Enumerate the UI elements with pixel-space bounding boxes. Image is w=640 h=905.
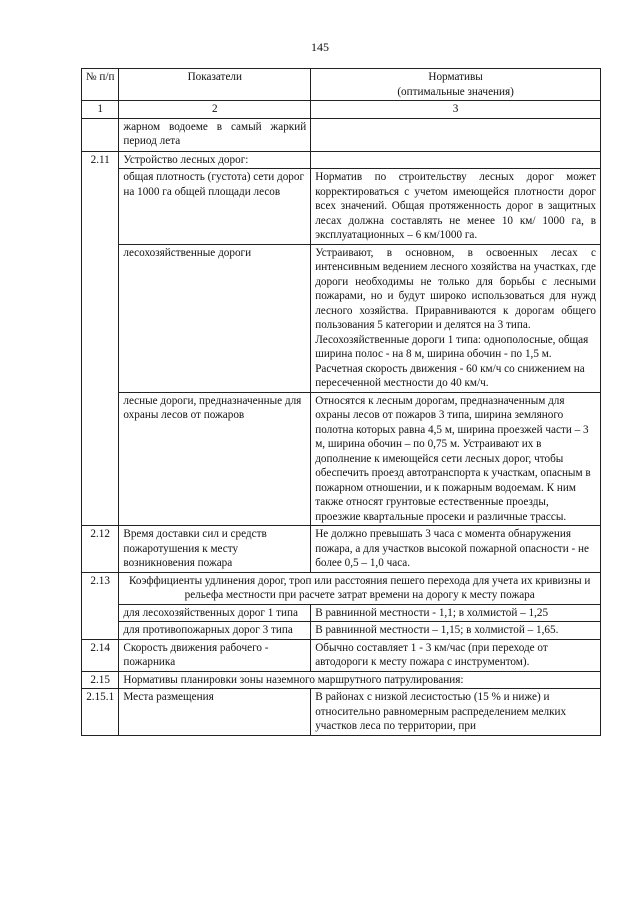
table-row <box>82 151 601 169</box>
table-row <box>82 572 601 604</box>
table-row <box>82 244 601 392</box>
column-number-3: 3 <box>311 101 601 119</box>
row-num: 2.15 <box>82 671 119 689</box>
column-number-1: 1 <box>82 101 119 119</box>
header-norms <box>311 69 601 101</box>
header-num: № п/п <box>82 69 119 101</box>
page-number: 145 <box>311 40 329 54</box>
row-norm: Норматив по строительству лесных дорог может корректироваться с учетом имеющейся плотности дорог всех значений. Общая протяженность дорог в защитных лесах должна составлять не менее 10 км/ 1000 га, в эксплуатационных – 6 км/1000 га. <box>311 169 601 245</box>
row-num <box>82 622 119 640</box>
row-indicator: общая плотность (густота) сети дорог на 1000 га общей площади лесов <box>119 169 311 245</box>
table-row <box>82 169 601 245</box>
table-row <box>82 118 601 151</box>
row-norm <box>311 151 601 169</box>
row-indicator: лесохозяйственные дороги <box>119 244 311 392</box>
column-number-row <box>82 101 601 119</box>
row-num: 2.11 <box>82 151 119 169</box>
row-title: Нормативы планировки зоны наземного маршрутного патрулирования: <box>119 671 601 689</box>
header-indicators: Показатели <box>119 69 311 101</box>
norm-paragraph: Расчетная скорость движения - 60 км/ч со снижением на пересеченной местности до 40 км/ч. <box>315 362 585 389</box>
row-num <box>82 169 119 245</box>
header-norms-line2: (оптимальные значения) <box>397 85 514 98</box>
row-norm: В равнинной местности - 1,1; в холмистой – 1,25 <box>311 604 601 622</box>
table-row <box>82 671 601 689</box>
table-row <box>82 604 601 622</box>
row-title: Устройство лесных дорог: <box>119 151 311 169</box>
row-norm: Обычно составляет 1 - 3 км/час (при переходе от автодороги к месту пожара с инструментом). <box>311 639 601 671</box>
row-num: 2.15.1 <box>82 689 119 736</box>
row-num <box>82 244 119 392</box>
row-indicator: Время доставки сил и средств пожаротушения к месту возникновения пожара <box>119 526 311 573</box>
row-norm: В равнинной местности – 1,15; в холмистой – 1,65. <box>311 622 601 640</box>
row-num: 2.13 <box>82 572 119 604</box>
table-row <box>82 622 601 640</box>
row-num: 2.12 <box>82 526 119 573</box>
row-indicator: Места размещения <box>119 689 311 736</box>
table-row <box>82 689 601 736</box>
norms-table <box>81 68 601 736</box>
table-header-row <box>82 69 601 101</box>
row-indicator: для лесохозяйственных дорог 1 типа <box>119 604 311 622</box>
row-norm <box>311 244 601 392</box>
table-row <box>82 392 601 526</box>
row-norm <box>311 118 601 151</box>
row-indicator: Скорость движения рабочего - пожарника <box>119 639 311 671</box>
table-row <box>82 639 601 671</box>
row-norm: Не должно превышать 3 часа с момента обнаружения пожара, а для участков высокой пожарной опасности - не более 0,5 – 1,0 часа. <box>311 526 601 573</box>
table-row <box>82 526 601 573</box>
row-title: Коэффициенты удлинения дорог, троп или расстояния пешего перехода для учета их кривизны и рельефа местности при расчете затрат времени на дорогу к месту пожара <box>119 572 601 604</box>
norm-paragraph: Устраивают, в основном, в освоенных лесах с интенсивным ведением лесного хозяйства на участках, где дороги необходимы не только для борьбы с лесными пожарами, но и будут широко использоваться для нужд лесного хозяйства. Приравниваются к дорогам общего пользования 5 категории и делятся на 3 типа. <box>315 246 596 331</box>
row-num <box>82 118 119 151</box>
row-indicator: жарном водоеме в самый жаркий период лета <box>119 118 311 151</box>
row-num: 2.14 <box>82 639 119 671</box>
norm-paragraph: Лесохозяйственные дороги 1 типа: однополосные, общая ширина полос - на 8 м, ширина обочин - по 1,5 м. <box>315 333 589 360</box>
row-indicator: лесные дороги, предназначенные для охраны лесов от пожаров <box>119 392 311 526</box>
row-norm: В районах с низкой лесистостью (15 % и ниже) и относительно равномерным распределением мелких участков леса по территории, при <box>311 689 601 736</box>
row-num <box>82 392 119 526</box>
row-norm: Относятся к лесным дорогам, предназначенным для охраны лесов от пожаров 3 типа, ширина земляного полотна которых равна 4,5 м, ширина проезжей части – 3 м, ширина обочин – по 0,75 м. Устраивают их в дополнение к имеющейся сети лесных дорог, чтобы обеспечить проезд автотранспорта к участкам, опасным в пожарном отношении, и к пожарным водоемам. К ним также относят грунтовые естественные проезды, проезжие квартальные просеки и различные трассы. <box>311 392 601 526</box>
row-indicator: для противопожарных дорог 3 типа <box>119 622 311 640</box>
row-num <box>82 604 119 622</box>
header-norms-line1: Нормативы <box>428 71 483 83</box>
column-number-2: 2 <box>119 101 311 119</box>
